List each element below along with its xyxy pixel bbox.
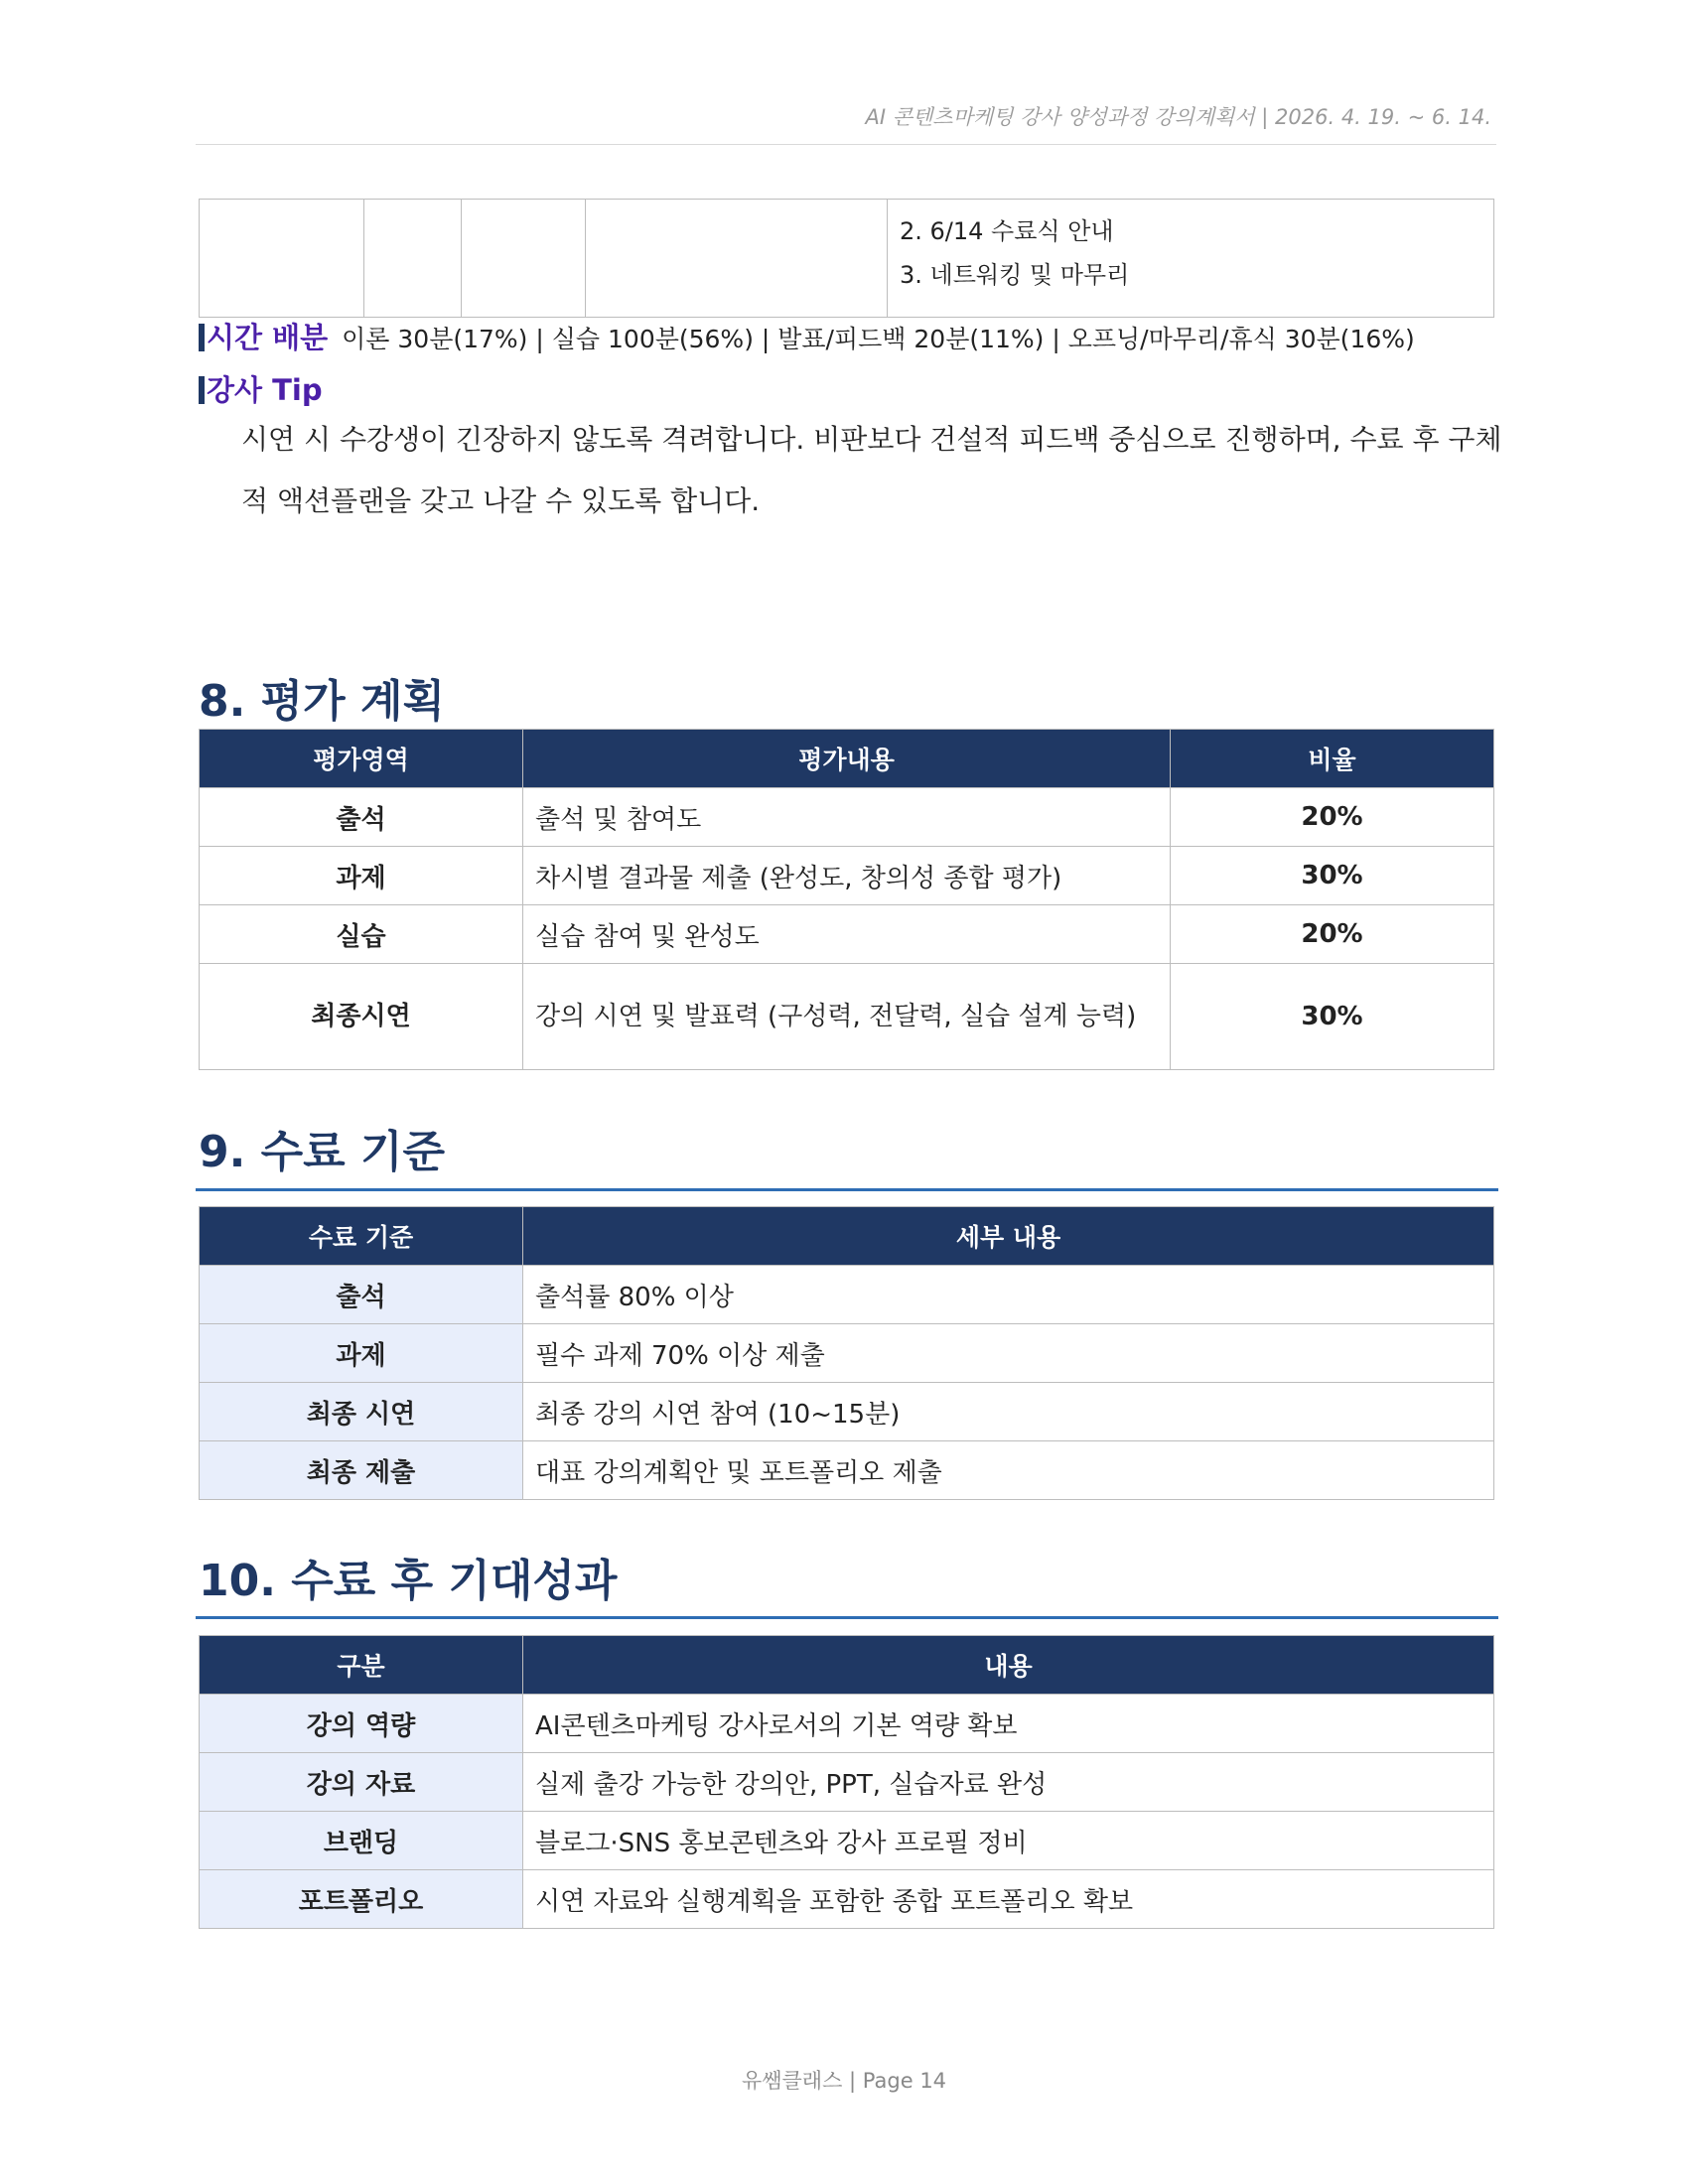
category-cell: 브랜딩 (200, 1812, 523, 1870)
evaluation-heading: 8. 평가 계획 (199, 676, 445, 727)
section-divider (196, 1616, 1498, 1619)
content-cell: 실제 출강 가능한 강의안, PPT, 실습자료 완성 (523, 1753, 1494, 1812)
table-row (200, 1383, 1494, 1441)
table-row (200, 788, 1494, 847)
list-item: 2. 6/14 수료식 안내 (900, 217, 1114, 245)
ratio-cell: 30% (1171, 847, 1494, 905)
ratio-cell: 20% (1171, 905, 1494, 964)
evaluation-table (199, 729, 1494, 1070)
column-header: 내용 (523, 1636, 1494, 1695)
page-footer: 유쌤클래스 | Page 14 (741, 2069, 947, 2093)
time-allocation-title: 시간 배분 (207, 321, 329, 354)
category-cell: 강의 자료 (200, 1753, 523, 1812)
ratio-cell: 30% (1171, 964, 1494, 1070)
column-header: 평가내용 (523, 730, 1171, 788)
instructor-tip (199, 368, 323, 409)
content-cell: 출석 및 참여도 (523, 788, 1171, 847)
instructor-tip-text: 시연 시 수강생이 긴장하지 않도록 격려합니다. 비판보다 건설적 피드백 중심으로 진행하며, 수료 후 구체적 액션플랜을 갖고 나갈 수 있도록 합니다. (241, 423, 1502, 517)
section-marker (199, 324, 205, 351)
detail-cell: 대표 강의계획안 및 포트폴리오 제출 (523, 1441, 1494, 1500)
table-row (200, 1870, 1494, 1929)
outcomes-heading: 10. 수료 후 기대성과 (199, 1556, 618, 1606)
content-cell: 차시별 결과물 제출 (완성도, 창의성 종합 평가) (523, 847, 1171, 905)
detail-cell: 필수 과제 70% 이상 제출 (523, 1324, 1494, 1383)
table-row (200, 1812, 1494, 1870)
table-row (200, 964, 1494, 1070)
content-cell: 블로그·SNS 홍보콘텐츠와 강사 프로필 정비 (523, 1812, 1494, 1870)
list-item: 3. 네트워킹 및 마무리 (900, 261, 1130, 289)
column-header: 세부 내용 (523, 1207, 1494, 1266)
column-header: 평가영역 (200, 730, 523, 788)
table-cell (586, 200, 888, 318)
table-cell (364, 200, 462, 318)
time-allocation (199, 316, 1415, 356)
outcomes-table (199, 1635, 1494, 1929)
table-row (200, 1266, 1494, 1324)
instructor-tip-title: 강사 Tip (207, 373, 323, 407)
table-row (200, 1695, 1494, 1753)
section-marker (199, 376, 205, 404)
column-header: 비율 (1171, 730, 1494, 788)
table-cell (462, 200, 586, 318)
table-header-row (200, 1636, 1494, 1695)
criteria-cell: 최종 시연 (200, 1383, 523, 1441)
completion-heading: 9. 수료 기준 (199, 1127, 445, 1177)
criteria-cell: 최종 제출 (200, 1441, 523, 1500)
table-row (200, 200, 1494, 318)
table-row (200, 905, 1494, 964)
column-header: 수료 기준 (200, 1207, 523, 1266)
category-cell: 강의 역량 (200, 1695, 523, 1753)
continued-schedule-table (199, 199, 1494, 318)
content-cell: 강의 시연 및 발표력 (구성력, 전달력, 실습 설계 능력) (523, 964, 1171, 1070)
table-row (200, 1441, 1494, 1500)
content-cell: AI콘텐츠마케팅 강사로서의 기본 역량 확보 (523, 1695, 1494, 1753)
table-header-row (200, 1207, 1494, 1266)
header-divider (196, 144, 1496, 145)
area-cell: 과제 (200, 847, 523, 905)
area-cell: 출석 (200, 788, 523, 847)
section-divider (196, 1188, 1498, 1191)
area-cell: 최종시연 (200, 964, 523, 1070)
table-header-row (200, 730, 1494, 788)
time-allocation-text: 이론 30분(17%) | 실습 100분(56%) | 발표/피드백 20분(11%) | 오프닝/마무리/휴식 30분(16%) (342, 325, 1415, 353)
page-header: AI 콘텐츠마케팅 강사 양성과정 강의계획서 | 2026. 4. 19. ~ 6. 14. (865, 105, 1491, 129)
detail-cell: 출석률 80% 이상 (523, 1266, 1494, 1324)
criteria-cell: 과제 (200, 1324, 523, 1383)
content-cell: 실습 참여 및 완성도 (523, 905, 1171, 964)
criteria-cell: 출석 (200, 1266, 523, 1324)
closing-items-cell (888, 200, 1494, 318)
ratio-cell: 20% (1171, 788, 1494, 847)
area-cell: 실습 (200, 905, 523, 964)
content-cell: 시연 자료와 실행계획을 포함한 종합 포트폴리오 확보 (523, 1870, 1494, 1929)
table-cell (200, 200, 364, 318)
detail-cell: 최종 강의 시연 참여 (10~15분) (523, 1383, 1494, 1441)
table-row (200, 1324, 1494, 1383)
table-row (200, 847, 1494, 905)
column-header: 구분 (200, 1636, 523, 1695)
completion-table (199, 1206, 1494, 1500)
category-cell: 포트폴리오 (200, 1870, 523, 1929)
table-row (200, 1753, 1494, 1812)
